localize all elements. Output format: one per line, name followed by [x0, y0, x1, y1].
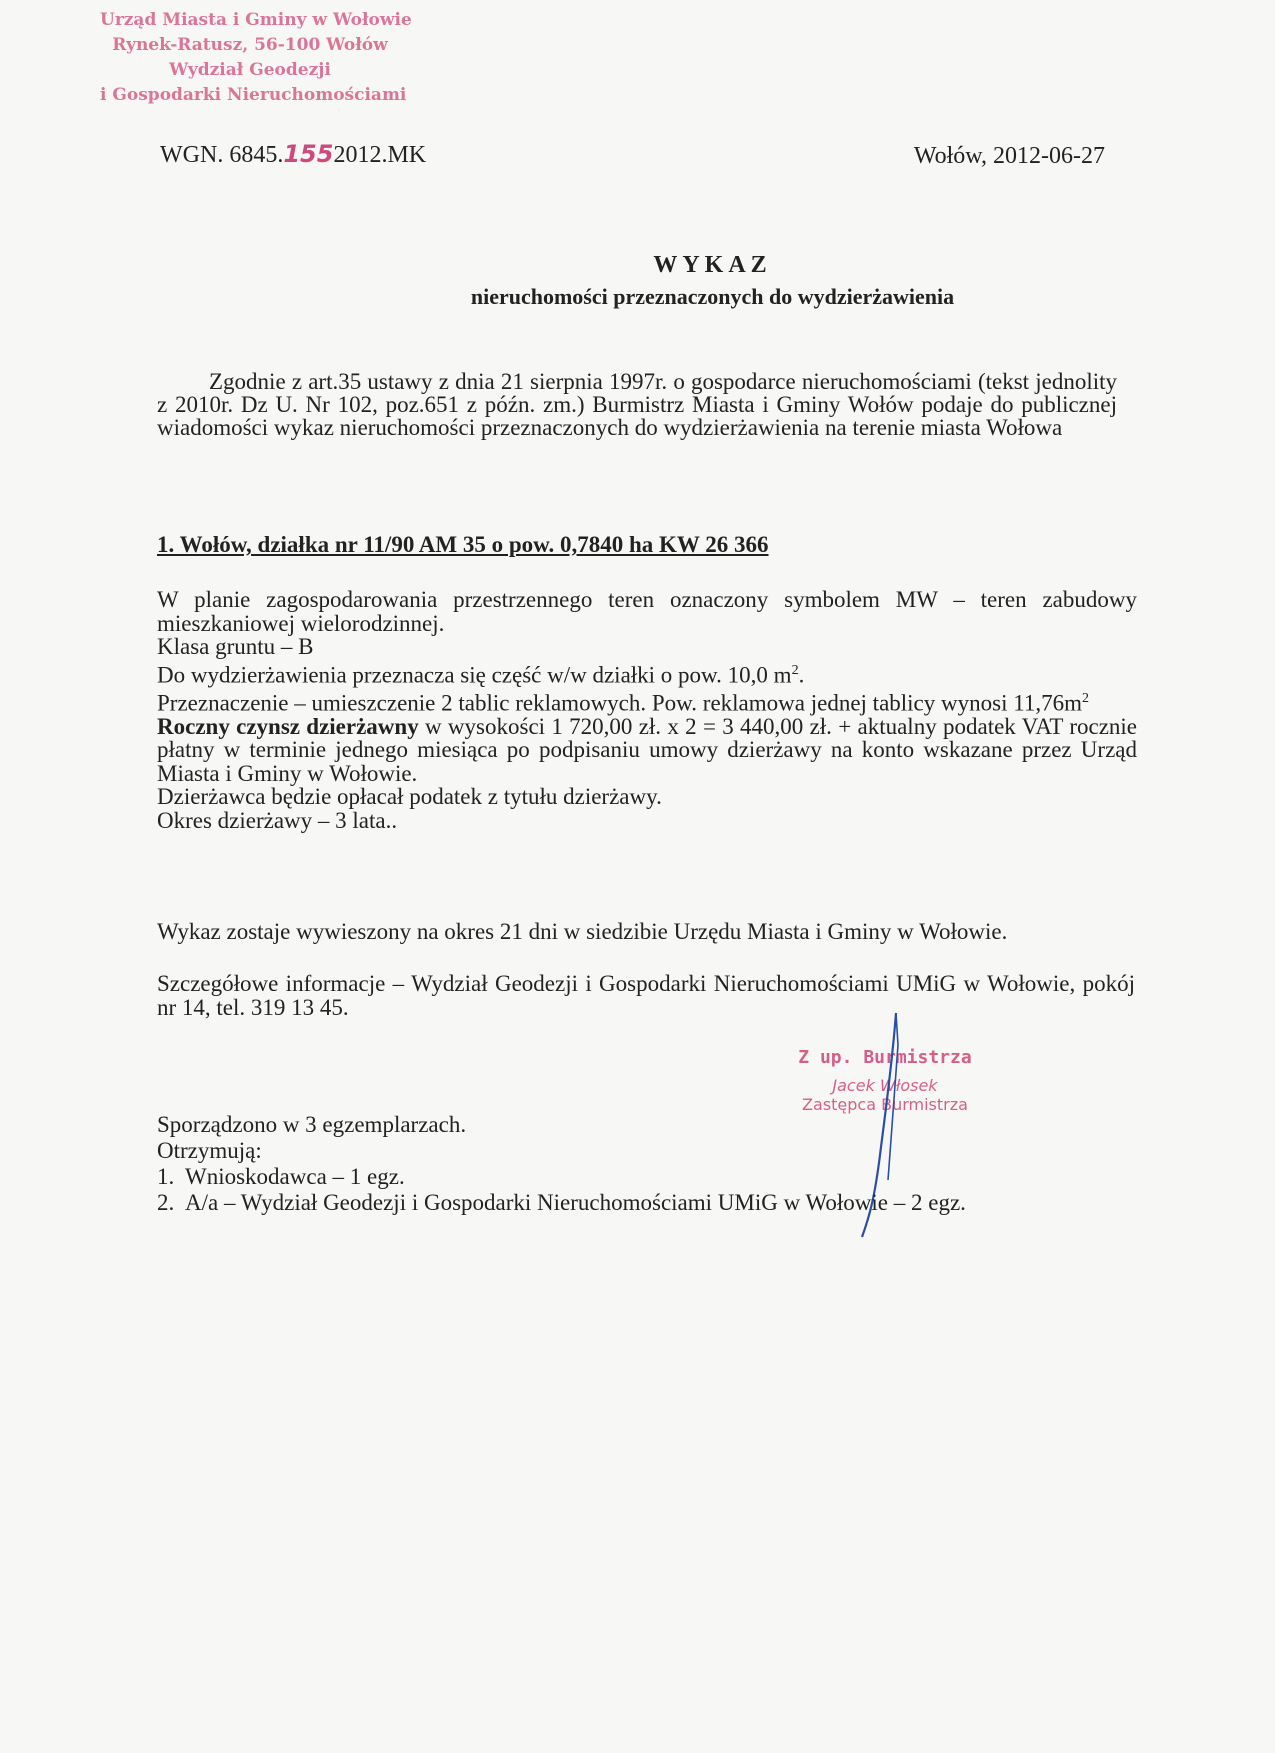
property-details: [157, 588, 1137, 832]
recipients-label: Otrzymują:: [157, 1138, 262, 1163]
document-date: Wołów, 2012-06-27: [913, 143, 1105, 169]
purpose: Przeznaczenie – umieszczenie 2 tablic reklamowych. Pow. reklamowa jednej tablicy wynosi $11,76m^2$: [157, 690, 1089, 716]
stamp-line: i Gospodarki Nieruchomościami: [100, 85, 407, 105]
recipients-list: [157, 1164, 966, 1216]
office-stamp: [100, 8, 412, 108]
stamp-line: Urząd Miasta i Gminy w Wołowie: [100, 10, 412, 30]
sig-line1: Z up. Burmistrza: [798, 1047, 972, 1068]
property-heading: 1. Wołów, działka nr 11/90 AM 35 o pow. 0,7840 ha KW 26 366: [157, 532, 769, 557]
rent-label: Roczny czynsz dzierżawny: [157, 713, 419, 739]
lease-period: Okres dzierżawy – 3 lata..: [157, 807, 398, 833]
stamp-line: Wydział Geodezji: [169, 60, 331, 80]
stamp-line: Rynek-Ratusz, 56-100 Wołów: [112, 35, 388, 55]
ref-suffix: 2012.MK: [333, 142, 427, 168]
reference-number: [160, 140, 426, 169]
rent: Roczny czynsz dzierżawny w wysokości 1 720,00 zł. x 2 = 3 440,00 zł. + aktualny podatek VAT rocznie płatny w terminie jednego miesiąca po podpisaniu umowy dzierżawy na konto wskazane przez Urząd Miasta i Gminy w Wołowie.: [157, 713, 1138, 786]
document-title: WYKAZ: [653, 252, 772, 278]
document-subtitle: nieruchomości przeznaczonych do wydzierżawienia: [470, 284, 955, 309]
info-text: Szczegółowe informacje – Wydział Geodezji i Gospodarki Nieruchomościami UMiG w Wołowie, pokój nr 14, tel. 319 13 45.: [157, 971, 1135, 1020]
list-item: 2. A/a – Wydział Geodezji i Gospodarki Nieruchomościami UMiG w Wołowie – 2 egz.: [157, 1190, 966, 1215]
footer: [157, 1112, 966, 1216]
ref-handwritten: 155: [283, 140, 334, 168]
ref-prefix: WGN. 6845.: [160, 142, 284, 168]
soil-class: Klasa gruntu – B: [157, 634, 314, 659]
plan-text: W planie zagospodarowania przestrzennego teren oznaczony symbolem MW – teren zabudowy mieszkaniowej wielorodzinnej.: [157, 587, 1137, 636]
intro-paragraph: Zgodnie z art.35 ustawy z dnia 21 sierpnia 1997r. o gospodarce nieruchomościami (tekst jednolity z 2010r. Dz U. Nr 102, poz.651 z późn. zm.) Burmistrz Miasta i Gminy Wołów podaje do publicznej wiadomości wykaz nieruchomości przeznaczonych do wydzierżawienia na terenie miasta Wołowa: [157, 369, 1117, 440]
copies-note: Sporządzono w 3 egzemplarzach.: [157, 1112, 467, 1137]
notice-text: Wykaz zostaje wywieszony na okres 21 dni w siedzibie Urzędu Miasta i Gminy w Wołowie.: [157, 919, 1008, 944]
sig-name: Jacek Włosek: [832, 1076, 938, 1095]
lease-area: Do wydzierżawienia przeznacza się część w/w działki o pow. 10,0 $m^2$.: [157, 662, 805, 688]
list-item: 1. Wnioskodawca – 1 egz.: [157, 1164, 405, 1189]
tax-note: Dzierżawca będzie opłacał podatek z tytułu dzierżawy.: [157, 784, 662, 810]
sig-title: Zastępca Burmistrza: [802, 1095, 968, 1114]
